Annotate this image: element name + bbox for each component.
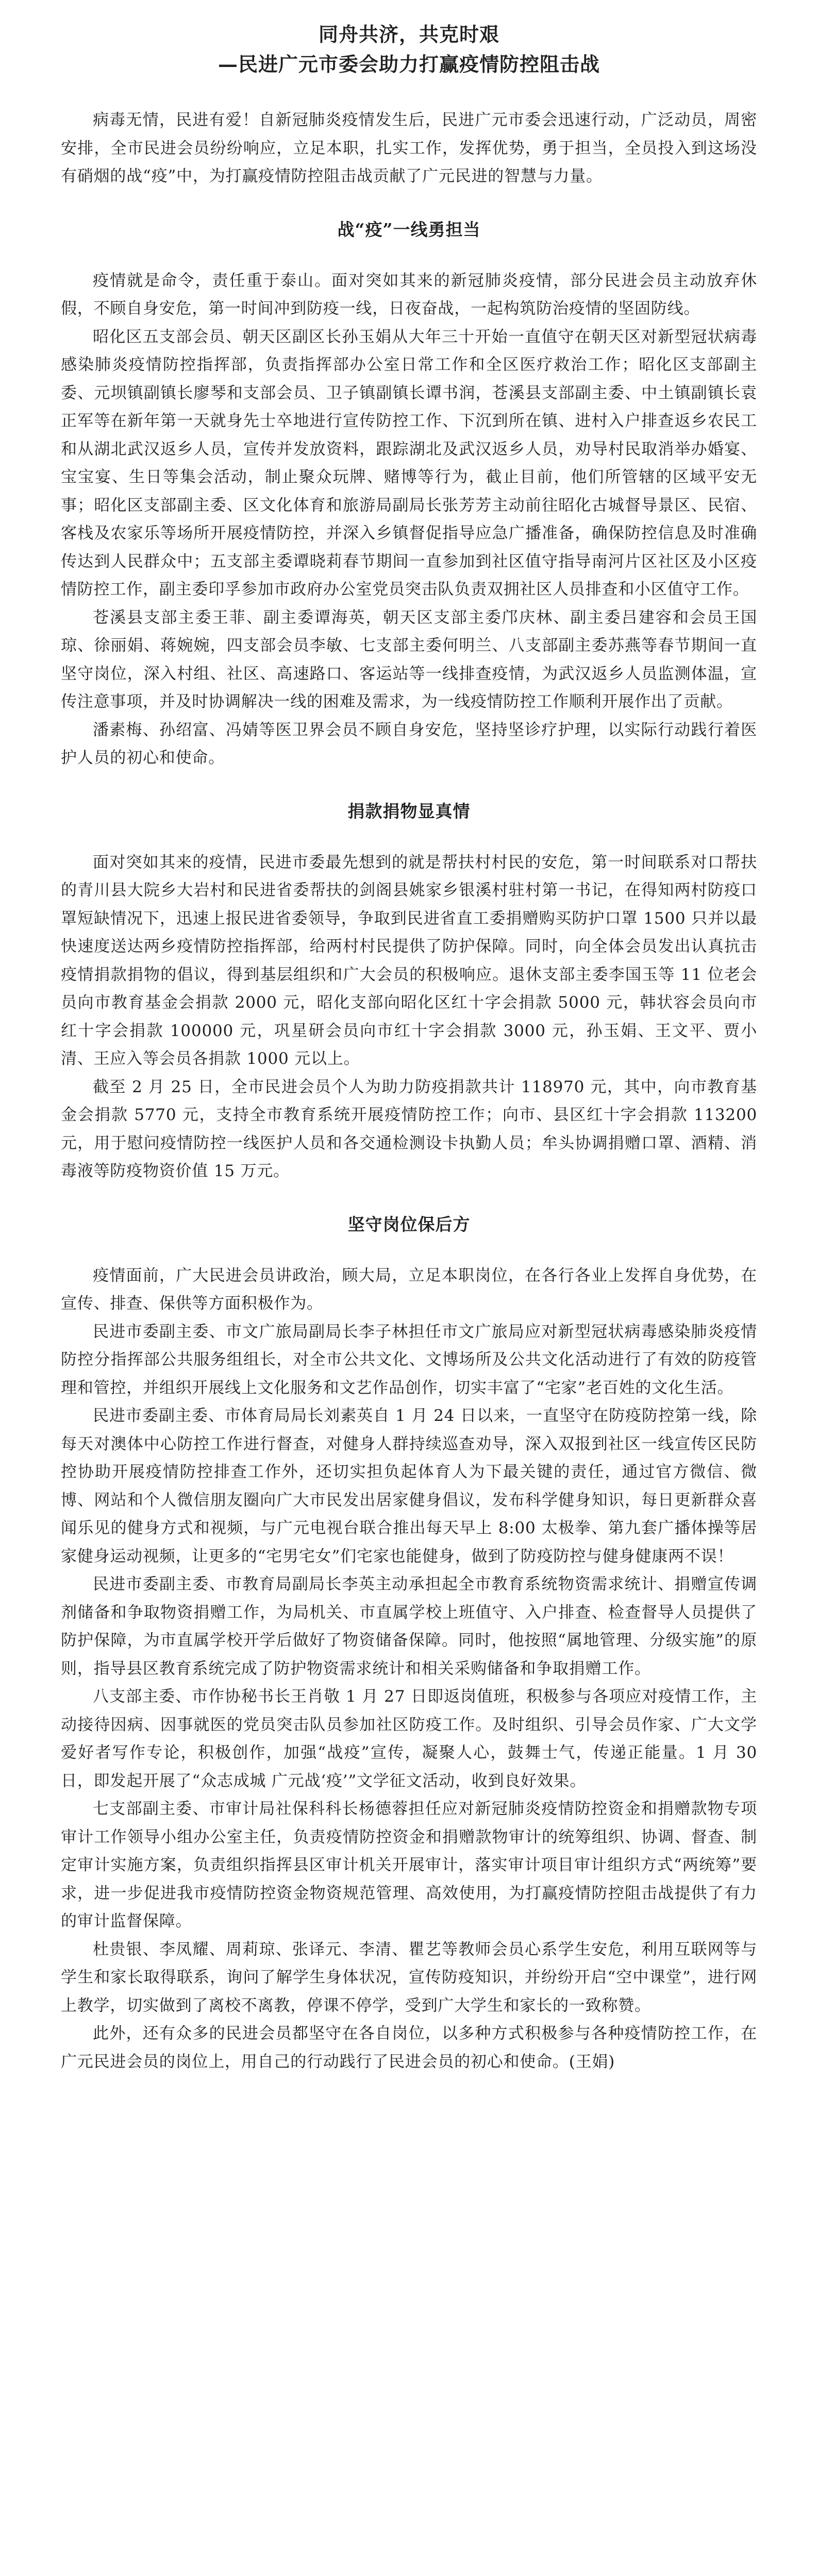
- paragraph: 民进市委副主委、市体育局局长刘素英自 1 月 24 日以来，一直坚守在防疫防控第一线，除每天对澳体中心防控工作进行督查，对健身人群持续巡查劝导，深入双报到社区一线宣传区民防控协助开展疫情防控排查工作外，还切实担负起体育人为下最关键的责任，通过官方微信、微博、网站和个人微信朋友圈向广大市民发出居家健身倡议，发布科学健身知识，每日更新群众喜闻乐见的健身方式和视频，与广元电视台联合推出每天早上 8:00 太极拳、第九套广播体操等居家健身运动视频，让更多的“宅男宅女”们宅家也能健身，做到了防疫防控与健身健康两不误！: [61, 1406, 757, 1566]
- paragraph: 杜贵银、李凤耀、周莉琼、张译元、李清、瞿艺等教师会员心系学生安危，利用互联网等与学生和家长取得联系，询问了解学生身体状况，宣传防疫知识，并纷纷开启“空中课堂”，进行网上教学，切实做到了离校不离教，停课不停学，受到广大学生和家长的一致称赞。: [61, 1940, 757, 2015]
- section: [61, 1212, 757, 2076]
- paragraph: 苍溪县支部主委王菲、副主委谭海英，朝天区支部主委邝庆林、副主委吕建容和会员王国琼、徐丽娟、蒋婉婉，四支部会员李敏、七支部主委何明兰、八支部副主委苏燕等春节期间一直坚守岗位，深入村组、社区、高速路口、客运站等一线排查疫情，为武汉返乡人员监测体温，宣传注意事项，并及时协调解决一线的困难及需求，为一线疫情防控工作顺利开展作出了贡献。: [61, 608, 757, 711]
- intro-paragraph: 病毒无情，民进有爱！自新冠肺炎疫情发生后，民进广元市委会迅速行动，广泛动员，周密安排，全市民进会员纷纷响应，立足本职，扎实工作，发挥优势，勇于担当，全员投入到这场没有硝烟的战“疫”中，为打赢疫情防控阻击战贡献了广元民进的智慧与力量。: [61, 111, 757, 185]
- paragraph: 民进市委副主委、市文广旅局副局长李子林担任市文广旅局应对新型冠状病毒感染肺炎疫情防控分指挥部公共服务组组长，对全市公共文化、文博场所及公共文化活动进行了有效的防疫管理和管控，并组织开展线上文化服务和文艺作品创作，切实丰富了“宅家”老百姓的文化生活。: [61, 1322, 757, 1397]
- section-heading: 战“疫”一线勇担当: [337, 219, 481, 240]
- section-heading: 捐款捐物显真情: [347, 801, 471, 821]
- article-subtitle: —民进广元市委会助力打赢疫情防控阻击战: [218, 53, 600, 76]
- article-title: 同舟共济，共克时艰: [318, 23, 499, 46]
- paragraph: 民进市委副主委、市教育局副局长李英主动承担起全市教育系统物资需求统计、捐赠宣传调剂储备和争取物资捐赠工作，为局机关、市直属学校上班值守、入户排查、检查督导人员提供了防护保障，为市直属学校开学后做好了物资储备保障。同时，他按照“属地管理、分级实施”的原则，指导县区教育系统完成了防护物资需求统计和相关采购储备和争取捐赠工作。: [61, 1575, 757, 1678]
- paragraph: 七支部副主委、市审计局社保科科长杨德蓉担任应对新冠肺炎疫情防控资金和捐赠款物专项审计工作领导小组办公室主任，负责疫情防控资金和捐赠款物审计的统筹组织、协调、督查、制定审计实施方案，负责组织指挥县区审计机关开展审计，落实审计项目审计组织方式“两统筹”要求，进一步促进我市疫情防控资金物资规范管理、高效使用，为打赢疫情防控阻击战提供了有力的审计监督保障。: [61, 1800, 757, 1930]
- paragraph: 八支部主委、市作协秘书长王肖敬 1 月 27 日即返岗值班，积极参与各项应对疫情工作，主动接待因病、因事就医的党员突击队员参加社区防疫工作。及时组织、引导会员作家、广大文学爱好者写作专论，积极创作，加强“战疫”宣传，凝聚人心，鼓舞士气，传递正能量。1 月 30 日，即发起开展了“众志成城 广元战‘疫’”文学征文活动，收到良好效果。: [61, 1687, 757, 1790]
- paragraph: 疫情就是命令，责任重于泰山。面对突如其来的新冠肺炎疫情，部分民进会员主动放弃休假，不顾自身安危，第一时间冲到防疫一线，日夜奋战，一起构筑防治疫情的坚固防线。: [61, 271, 757, 318]
- paragraph: 面对突如其来的疫情，民进市委最先想到的就是帮扶村村民的安危，第一时间联系对口帮扶的青川县大院乡大岩村和民进省委帮扶的剑阁县姚家乡银溪村驻村第一书记，在得知两村防疫口罩短缺情况下，迅速上报民进省委领导，争取到民进省直工委捐赠购买防护口罩 1500 只并以最快速度送达两乡疫情防控指挥部，给两村村民提供了防护保障。同时，向全体会员发出认真抗击疫情捐款捐物的倡议，得到基层组织和广大会员的积极响应。退休支部主委李国玉等 11 位老会员向市教育基金会捐款 2000 元，昭化支部向昭化区红十字会捐款 5000 元，韩状容会员向市红十字会捐款 100000 元，巩星研会员向市红十字会捐款 3000 元，孙玉娟、王文平、贾小清、王应入等会员各捐款 1000 元以上。: [61, 853, 757, 1068]
- paragraph: 昭化区五支部会员、朝天区副区长孙玉娟从大年三十开始一直值守在朝天区对新型冠状病毒感染肺炎疫情防控指挥部，负责指挥部办公室日常工作和全区医疗救治工作；昭化区支部副主委、元坝镇副镇长廖琴和支部会员、卫子镇副镇长谭书润，苍溪县支部副主委、中土镇副镇长袁正军等在新年第一天就身先士卒地进行宣传防控工作、下沉到所在镇、进村入户排查返乡农民工和从湖北武汉返乡人员，宣传并发放资料，跟踪湖北及武汉返乡人员，劝导村民取消举办婚宴、宝宝宴、生日等集会活动，制止聚众玩牌、赌博等行为，截止目前，他们所管辖的区域平安无事；昭化区支部副主委、区文化体育和旅游局副局长张芳芳主动前往昭化古城督导景区、民宿、客栈及农家乐等场所开展疫情防控，并深入乡镇督促指导应急广播准备，确保防控信息及时准确传达到人民群众中；五支部主委谭晓莉春节期间一直参加到社区值守指导南河片区社区及小区疫情防控工作，副主委印孚参加市政府办公室党员突击队负责双拥社区人员排查和小区值守工作。: [61, 327, 757, 599]
- paragraph: 此外，还有众多的民进会员都坚守在各自岗位，以多种方式积极参与各种疫情防控工作，在广元民进会员的岗位上，用自己的行动践行了民进会员的初心和使命。(王娟): [61, 2024, 757, 2071]
- paragraph: 潘素梅、孙绍富、冯婧等医卫界会员不顾自身安危，坚持坚诊疗护理，以实际行动践行着医护人员的初心和使命。: [61, 720, 757, 767]
- paragraph: 截至 2 月 25 日，全市民进会员个人为助力防疫捐款共计 118970 元，其中，向市教育基金会捐款 5770 元，支持全市教育系统开展疫情防控工作；向市、县区红十字会捐款 113200 元，用于慰问疫情防控一线医护人员和各交通检测设卡执勤人员；牟头协调捐赠口罩、酒精、消毒液等防疫物资价值 15 万元。: [61, 1077, 757, 1180]
- section: [61, 217, 757, 772]
- paragraph: 疫情面前，广大民进会员讲政治，顾大局，立足本职岗位，在各行各业上发挥自身优势，在宣传、排查、保供等方面积极作为。: [61, 1266, 757, 1313]
- section-heading: 坚守岗位保后方: [347, 1214, 471, 1234]
- section: [61, 799, 757, 1185]
